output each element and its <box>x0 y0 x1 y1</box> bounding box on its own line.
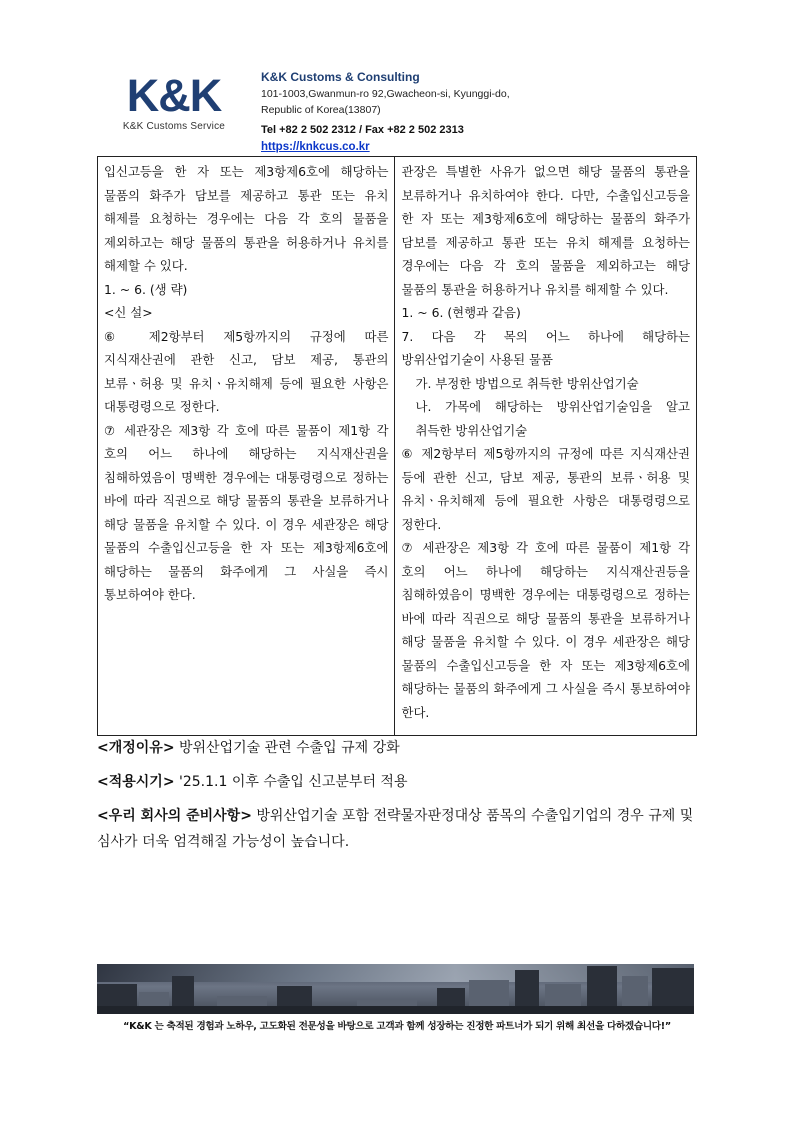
table-row <box>98 157 697 736</box>
phone-fax: Tel +82 2 502 2312 / Fax +82 2 502 2313 <box>261 124 464 136</box>
paragraph: 관장은 특별한 사유가 없으면 해당 물품의 통관을 보류하거나 유치하여야 한다. 다만, 수출입신고등을 한 자 또는 제3항제6호에 해당하는 물품의 화주가 담보를 제공하고 통관 또는 유치 해제를 요청하는 경우에는 다음 각 호의 물품을 제외하고는 해당 물품의 통관을 허용하거나 유치를 해제할 수 있다. <box>401 164 690 297</box>
paragraph: 입신고등을 한 자 또는 제3항제6호에 해당하는 물품의 화주가 담보를 제공하고 통관 또는 유치 해제를 요청하는 경우에는 다음 각 호의 물품을 제외하고는 해당 물품의 통관을 허용하거나 유치를 해제할 수 있다. <box>104 164 389 273</box>
paragraph: 1. ~ 6. (현행과 같음) <box>401 305 521 320</box>
company-preparation <box>97 803 697 855</box>
current-law-column <box>98 157 395 736</box>
paragraph: 나. 가목에 해당하는 방위산업기술임을 알고 취득한 방위산업기술 <box>415 399 690 438</box>
notes-section <box>97 735 697 855</box>
letterhead <box>0 0 793 160</box>
logo-mark: K&K <box>126 70 222 121</box>
company-preparation-text: 방위산업기술 포함 전략물자판정대상 품목의 수출입기업의 경우 규제 및 심사가 더욱 엄격해질 가능성이 높습니다. <box>97 808 694 850</box>
footer-slogan: “K&K 는 축적된 경험과 노하우, 고도화된 전문성을 바탕으로 고객과 함께 성장하는 진정한 파트너가 되기 위해 최선을 다하겠습니다!” <box>123 1021 671 1032</box>
revision-reason-label: <개정이유> <box>97 740 175 756</box>
effective-date-label: <적용시기> <box>97 774 175 790</box>
paragraph: ⑥ 제2항부터 제5항까지의 규정에 따른 지식재산권 등에 관한 신고, 담보 제공, 통관의 보류ㆍ허용 및 유치ㆍ유치해제 등에 필요한 사항은 대통령령으로 정한다. <box>401 446 690 532</box>
paragraph: <신 설> <box>104 305 153 320</box>
paragraph: 1. ~ 6. (생 략) <box>104 281 188 297</box>
revision-reason-text: 방위산업기술 관련 수출입 규제 강화 <box>174 740 400 756</box>
city-banner-image <box>97 964 694 1014</box>
paragraph: ⑦ 세관장은 제3항 각 호에 따른 물품이 제1항 각 호의 어느 하나에 해당하는 지식재산권등을 침해하였음이 명백한 경우에는 대통령령으로 정하는 바에 따라 직권으로 해당 물품의 통관을 보류하거나 해당 물품을 유치할 수 있다. 이 경우 세관장은 해당 물품의 수출입신고등을 한 자 또는 제3항제6호에 해당하는 물품의 화주에게 그 사실을 즉시 통보하여야 한다. <box>401 540 690 720</box>
comparison-table <box>97 156 697 736</box>
company-preparation-label: <우리 회사의 준비사항> <box>97 808 252 824</box>
revision-reason <box>97 735 697 761</box>
company-name: K&K Customs & Consulting <box>261 70 420 84</box>
address-line-2: Republic of Korea(13807) <box>261 104 381 116</box>
paragraph: 7. 다음 각 목의 어느 하나에 해당하는 방위산업기술이 사용된 물품 <box>401 328 690 367</box>
company-info <box>261 68 681 155</box>
website-link[interactable]: https://knkcus.co.kr <box>261 141 370 153</box>
paragraph: ⑥ 제2항부터 제5항까지의 규정에 따른 지식재산권에 관한 신고, 담보 제공, 통관의 보류ㆍ허용 및 유치ㆍ유치해제 등에 필요한 사항은 대통령령으로 정한다. <box>104 328 389 414</box>
paragraph: ⑦ 세관장은 제3항 각 호에 따른 물품이 제1항 각 호의 어느 하나에 해당하는 지식재산권을 침해하였음이 명백한 경우에는 대통령령으로 정하는 바에 따라 직권으로 해당 물품의 통관을 보류하거나 해당 물품을 유치할 수 있다. 이 경우 세관장은 해당 물품의 수출입신고등을 한 자 또는 제3항제6호에 해당하는 물품의 화주에게 그 사실을 즉시 통보하여야 한다. <box>104 422 389 602</box>
paragraph: 가. 부정한 방법으로 취득한 방위산업기술 <box>415 375 639 391</box>
address-line-1: 101-1003,Gwanmun-ro 92,Gwacheon-si, Kyunggi-do, <box>261 88 510 100</box>
amended-law-column <box>395 157 697 736</box>
company-logo <box>116 72 232 132</box>
banner-road <box>97 1006 694 1014</box>
logo-subtitle: K&K Customs Service <box>122 121 226 132</box>
effective-date <box>97 769 697 795</box>
effective-date-text: '25.1.1 이후 수출입 신고분부터 적용 <box>174 774 408 790</box>
